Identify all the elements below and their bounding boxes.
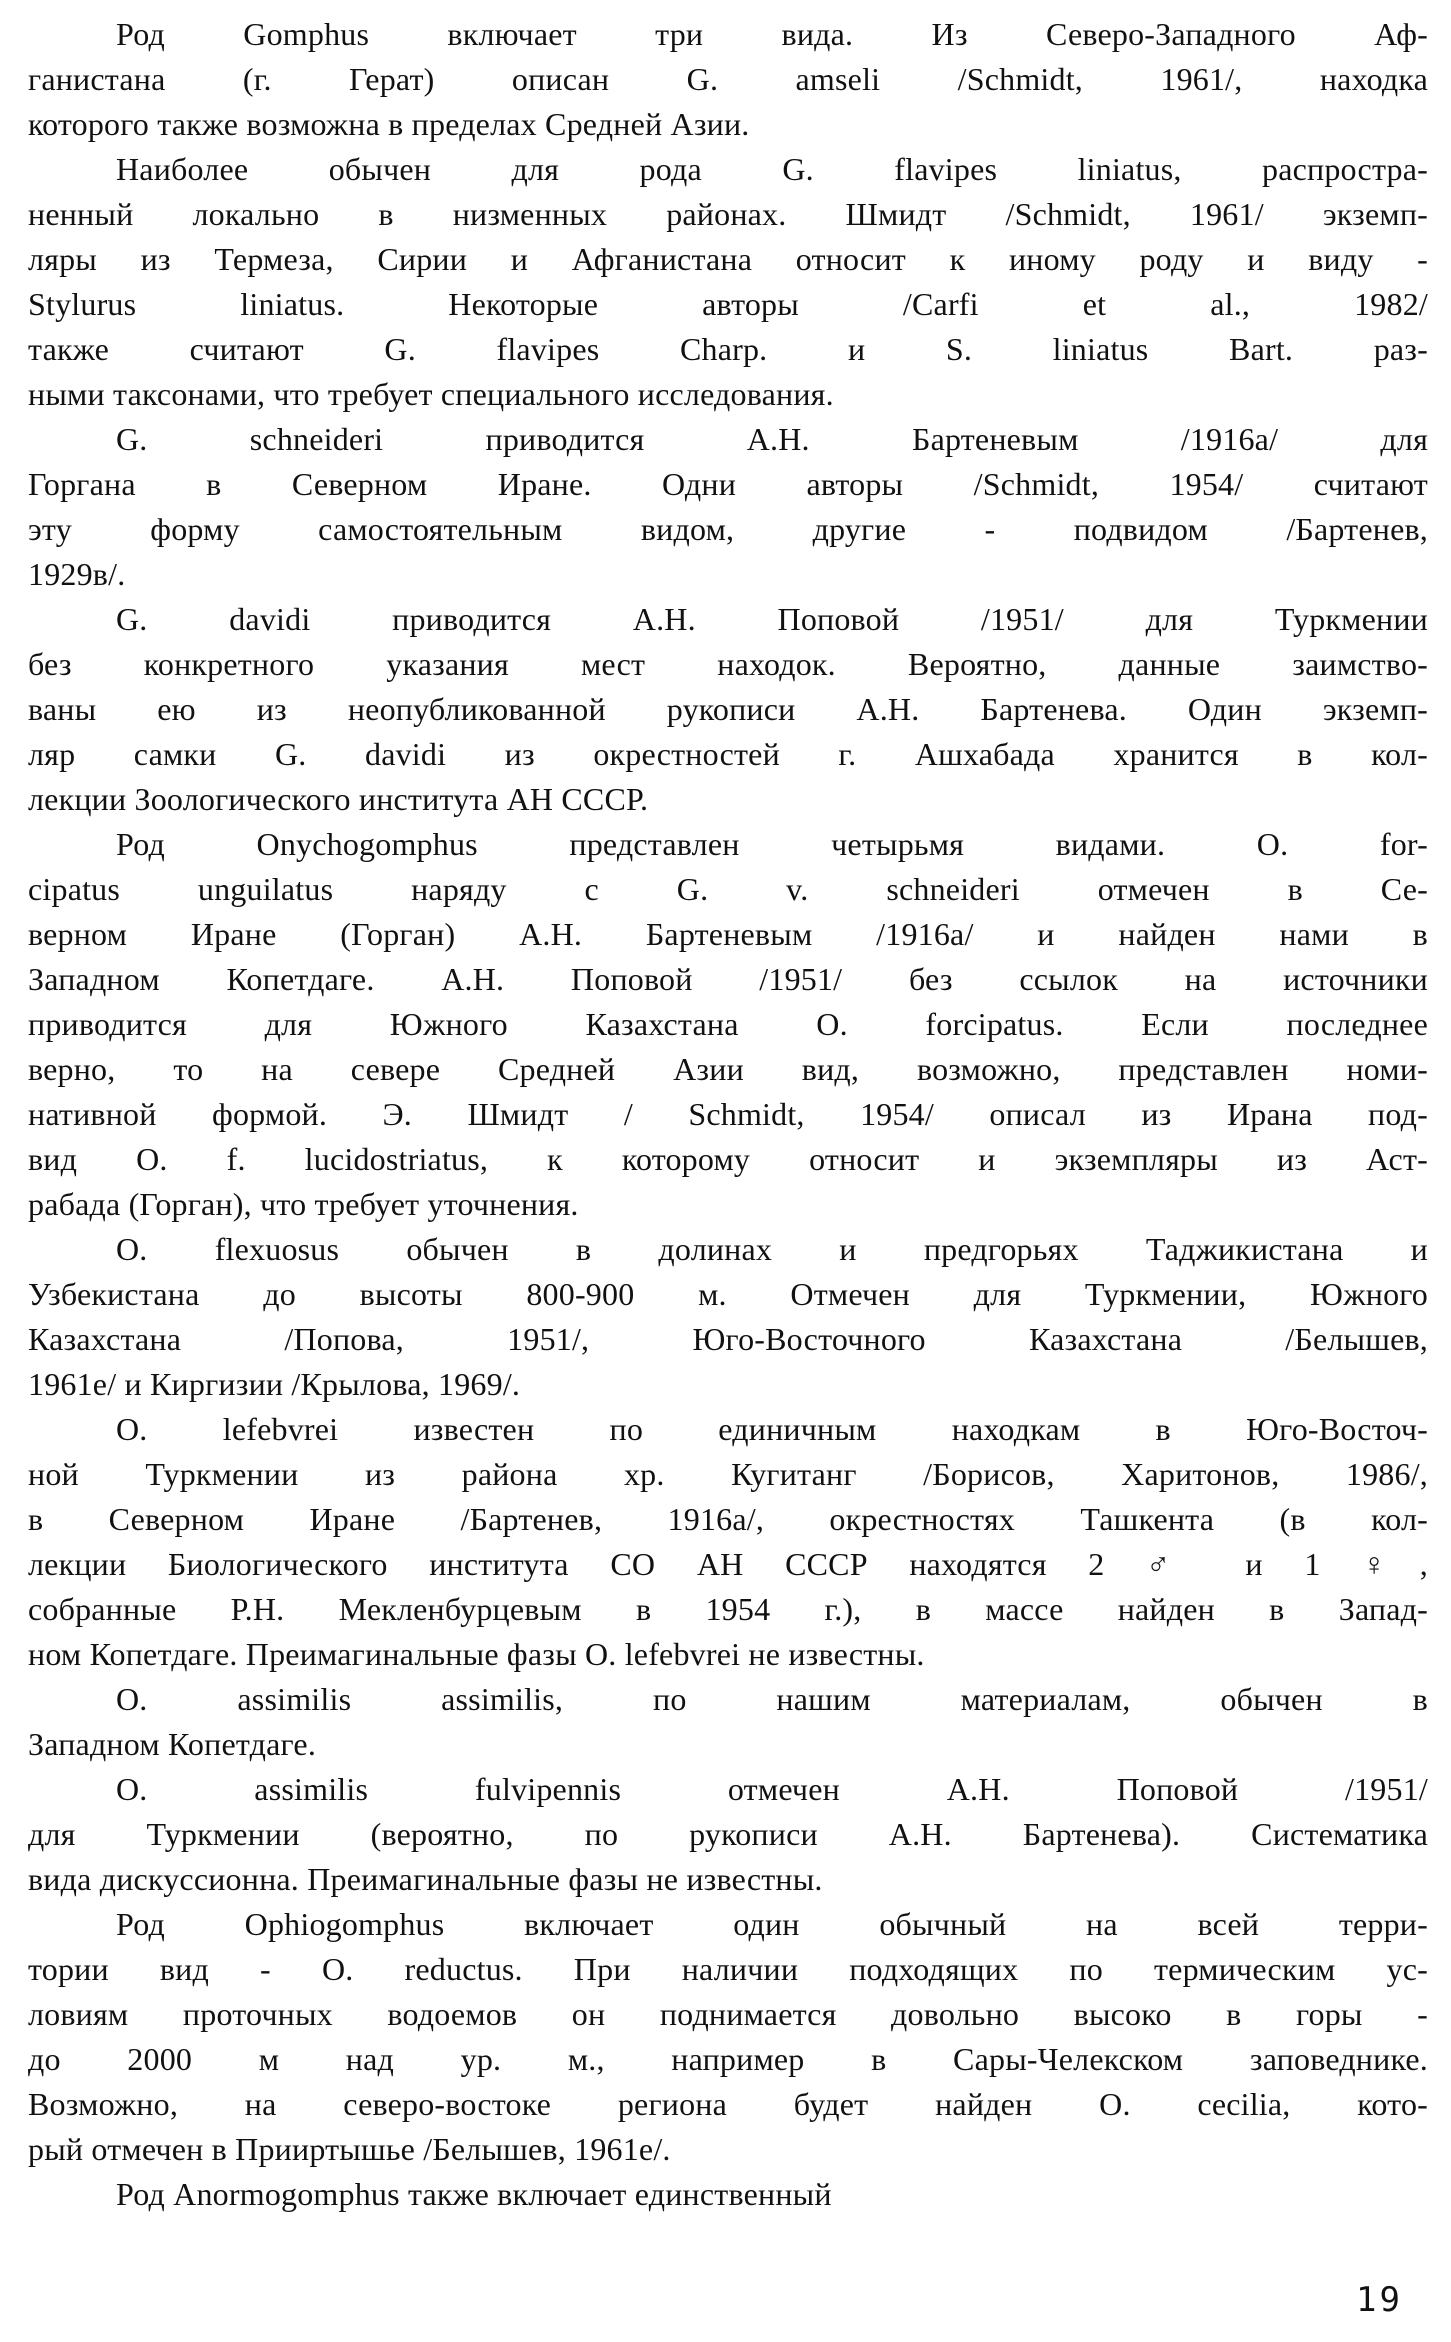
- body-text: [28, 12, 1428, 2217]
- text-line: Горгана в Северном Иране. Одни авторы /Schmidt, 1954/ считают: [28, 466, 1428, 502]
- text-line: ляры из Термеза, Сирии и Афганистана относит к иному роду и виду -: [28, 241, 1428, 277]
- text-line: рый отмечен в Прииртышье /Белышев, 1961е/.: [28, 2131, 671, 2167]
- text-line: Род Anormogomphus также включает единственный: [116, 2176, 832, 2212]
- text-line: вида дискуссионна. Преимагинальные фазы не известны.: [28, 1861, 823, 1897]
- text-line: Род Ophiogomphus включает один обычный на всей терри-: [116, 1906, 1428, 1942]
- text-line: ными таксонами, что требует специального исследования.: [28, 376, 834, 412]
- text-line: 1961е/ и Киргизии /Крылова, 1969/.: [28, 1366, 521, 1402]
- text-line: которого также возможна в пределах Средней Азии.: [28, 106, 750, 142]
- text-line: O. assimilis assimilis, по нашим материалам, обычен в: [116, 1681, 1428, 1717]
- text-line: Наиболее обычен для рода G. flavipes liniatus, распростра-: [116, 151, 1428, 187]
- text-line: 1929в/.: [28, 556, 126, 592]
- text-line: Западном Копетдаге. А.Н. Поповой /1951/ без ссылок на источники: [28, 961, 1428, 997]
- text-line: G. schneideri приводится А.Н. Бартеневым /1916а/ для: [116, 421, 1428, 457]
- text-line: эту форму самостоятельным видом, другие - подвидом /Бартенев,: [28, 511, 1428, 547]
- text-line: для Туркмении (вероятно, по рукописи А.Н. Бартенева). Систематика: [28, 1816, 1428, 1852]
- text-line: тории вид - O. reductus. При наличии подходящих по термическим ус-: [28, 1951, 1428, 1987]
- text-line: в Северном Иране /Бартенев, 1916а/, окрестностях Ташкента (в кол-: [28, 1501, 1428, 1537]
- text-line: нативной формой. Э. Шмидт / Schmidt, 1954/ описал из Ирана под-: [28, 1096, 1428, 1132]
- text-line: Род Onychogomphus представлен четырьмя видами. O. for-: [116, 826, 1428, 862]
- text-line: O. lefebvrei известен по единичным находкам в Юго-Восточ-: [116, 1411, 1428, 1447]
- page-number: 19: [1356, 2280, 1403, 2320]
- text-line: cipatus unguilatus наряду с G. v. schneideri отмечен в Се-: [28, 871, 1428, 907]
- text-line: Западном Копетдаге.: [28, 1726, 317, 1762]
- text-line: до 2000 м над ур. м., например в Сары-Челекском заповеднике.: [28, 2041, 1428, 2077]
- text-line: приводится для Южного Казахстана O. forcipatus. Если последнее: [28, 1006, 1428, 1042]
- text-line: ненный локально в низменных районах. Шмидт /Schmidt, 1961/ экземп-: [28, 196, 1428, 232]
- text-line: ной Туркмении из района хр. Кугитанг /Борисов, Харитонов, 1986/,: [28, 1456, 1428, 1492]
- text-line: рабада (Горган), что требует уточнения.: [28, 1186, 579, 1222]
- text-line: верном Иране (Горган) А.Н. Бартеневым /1916а/ и найден нами в: [28, 916, 1428, 952]
- text-line: ном Копетдаге. Преимагинальные фазы O. lefebvrei не известны.: [28, 1636, 925, 1672]
- text-line: вид O. f. lucidostriatus, к которому относит и экземпляры из Аст-: [28, 1141, 1428, 1177]
- text-line: собранные Р.Н. Мекленбурцевым в 1954 г.), в массе найден в Запад-: [28, 1591, 1428, 1627]
- text-line: также считают G. flavipes Charp. и S. liniatus Bart. раз-: [28, 331, 1428, 367]
- text-line: ляр самки G. davidi из окрестностей г. Ашхабада хранится в кол-: [28, 736, 1428, 772]
- text-line: ваны ею из неопубликованной рукописи А.Н. Бартенева. Один экземп-: [28, 691, 1428, 727]
- text-line: Stylurus liniatus. Некоторые авторы /Carfi et al., 1982/: [28, 286, 1428, 322]
- text-line: O. assimilis fulvipennis отмечен А.Н. Поповой /1951/: [116, 1771, 1428, 1807]
- text-line: ганистана (г. Герат) описан G. amseli /Schmidt, 1961/, находка: [28, 61, 1428, 97]
- text-line: Казахстана /Попова, 1951/, Юго-Восточного Казахстана /Белышев,: [28, 1321, 1428, 1357]
- text-line: лекции Биологического института СО АН СССР находятся 2 ♂ и 1 ♀,: [28, 1546, 1428, 1582]
- text-line: G. davidi приводится А.Н. Поповой /1951/ для Туркмении: [116, 601, 1428, 637]
- text-line: Возможно, на северо-востоке региона будет найден O. cecilia, кото-: [28, 2086, 1428, 2122]
- text-line: ловиям проточных водоемов он поднимается довольно высоко в горы -: [28, 1996, 1428, 2032]
- text-line: Узбекистана до высоты 800-900 м. Отмечен для Туркмении, Южного: [28, 1276, 1428, 1312]
- text-line: без конкретного указания мест находок. Вероятно, данные заимство-: [28, 646, 1428, 682]
- text-line: O. flexuosus обычен в долинах и предгорьях Таджикистана и: [116, 1231, 1428, 1267]
- text-line: верно, то на севере Средней Азии вид, возможно, представлен номи-: [28, 1051, 1428, 1087]
- text-line: Род Gomphus включает три вида. Из Северо-Западного Аф-: [116, 16, 1428, 52]
- text-line: лекции Зоологического института АН СССР.: [28, 781, 649, 817]
